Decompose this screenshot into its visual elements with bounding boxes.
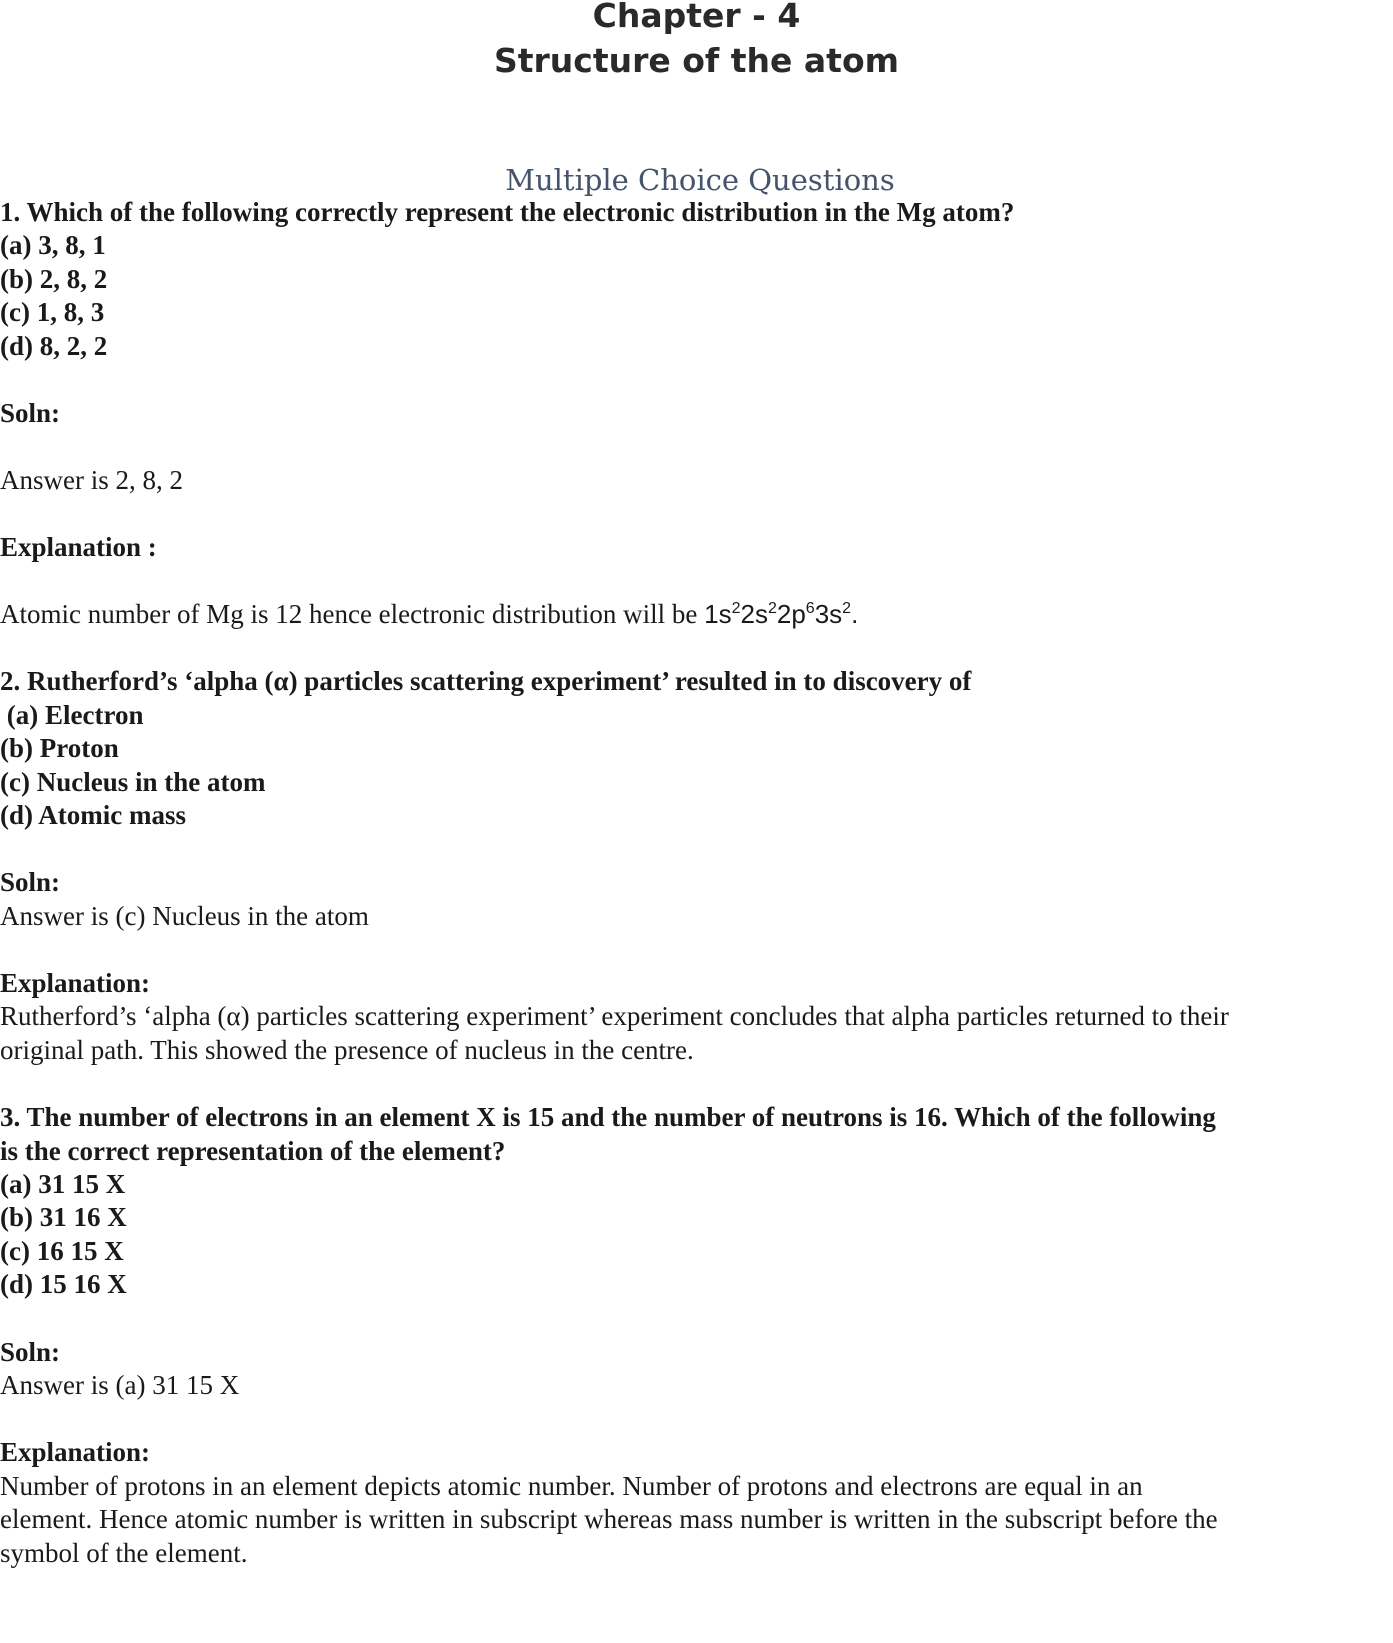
question-2-soln-label: Soln: xyxy=(0,867,61,897)
question-2-option-b: (b) Proton xyxy=(0,733,119,763)
question-2-explanation-label: Explanation: xyxy=(0,968,151,998)
question-3-option-b: (b) 31 16 X xyxy=(0,1202,127,1232)
question-1-text: 1. Which of the following correctly represent the electronic distribution in the Mg atom? xyxy=(0,197,1015,227)
chapter-subtitle: Structure of the atom xyxy=(493,41,900,80)
question-2-option-c: (c) Nucleus in the atom xyxy=(0,767,266,797)
question-3-text-line-2: is the correct representation of the element? xyxy=(0,1136,506,1166)
question-2-option-a: (a) Electron xyxy=(0,700,144,730)
question-3-option-c: (c) 16 15 X xyxy=(0,1236,124,1266)
question-3-option-d: (d) 15 16 X xyxy=(0,1269,127,1299)
config-part-4-sup: 2 xyxy=(842,600,852,617)
chapter-title: Chapter - 4 xyxy=(592,0,801,35)
question-3-option-a: (a) 31 15 X xyxy=(0,1169,126,1199)
question-1-explanation-text: Atomic number of Mg is 12 hence electronic distribution will be xyxy=(0,599,705,629)
config-part-3-base: 2p xyxy=(776,599,806,629)
config-part-2-sup: 2 xyxy=(767,600,777,617)
question-3-answer: Answer is (a) 31 15 X xyxy=(0,1370,240,1400)
config-part-4-base: 3s xyxy=(814,599,843,629)
electron-configuration xyxy=(704,599,858,629)
config-part-1-sup: 2 xyxy=(731,600,741,617)
question-1-explanation-label: Explanation : xyxy=(0,532,157,562)
question-1-explanation xyxy=(0,597,858,631)
question-3-explanation-line-2: element. Hence atomic number is written in subscript whereas mass number is written in the subscript before the xyxy=(0,1504,1218,1534)
question-2-answer: Answer is (c) Nucleus in the atom xyxy=(0,901,369,931)
question-2-explanation-line-1: Rutherford’s ‘alpha (α) particles scattering experiment’ experiment concludes that alpha particles returned to their xyxy=(0,1001,1229,1031)
question-1-soln-label: Soln: xyxy=(0,398,61,428)
question-3-text-line-1: 3. The number of electrons in an element X is 15 and the number of neutrons is 16. Which of the following xyxy=(0,1102,1216,1132)
question-1-answer: Answer is 2, 8, 2 xyxy=(0,465,183,495)
config-end: . xyxy=(851,599,859,629)
question-3-explanation-label: Explanation: xyxy=(0,1437,151,1467)
question-1-option-c: (c) 1, 8, 3 xyxy=(0,297,105,327)
config-part-2-base: 2s xyxy=(740,599,768,629)
question-2-explanation-line-2: original path. This showed the presence of nucleus in the centre. xyxy=(0,1035,694,1065)
question-2-option-d: (d) Atomic mass xyxy=(0,800,186,830)
question-1-option-a: (a) 3, 8, 1 xyxy=(0,230,106,260)
config-part-3-sup: 6 xyxy=(805,600,815,617)
section-heading: Multiple Choice Questions xyxy=(505,163,895,197)
question-3-soln-label: Soln: xyxy=(0,1337,61,1367)
question-1-option-b: (b) 2, 8, 2 xyxy=(0,264,108,294)
question-3-explanation-line-3: symbol of the element. xyxy=(0,1538,248,1568)
question-2-text: 2. Rutherford’s ‘alpha (α) particles scattering experiment’ resulted in to discovery of xyxy=(0,666,972,696)
config-part-1-base: 1s xyxy=(704,599,732,629)
question-1-option-d: (d) 8, 2, 2 xyxy=(0,331,108,361)
question-3-explanation-line-1: Number of protons in an element depicts atomic number. Number of protons and electrons are equal in an xyxy=(0,1471,1143,1501)
